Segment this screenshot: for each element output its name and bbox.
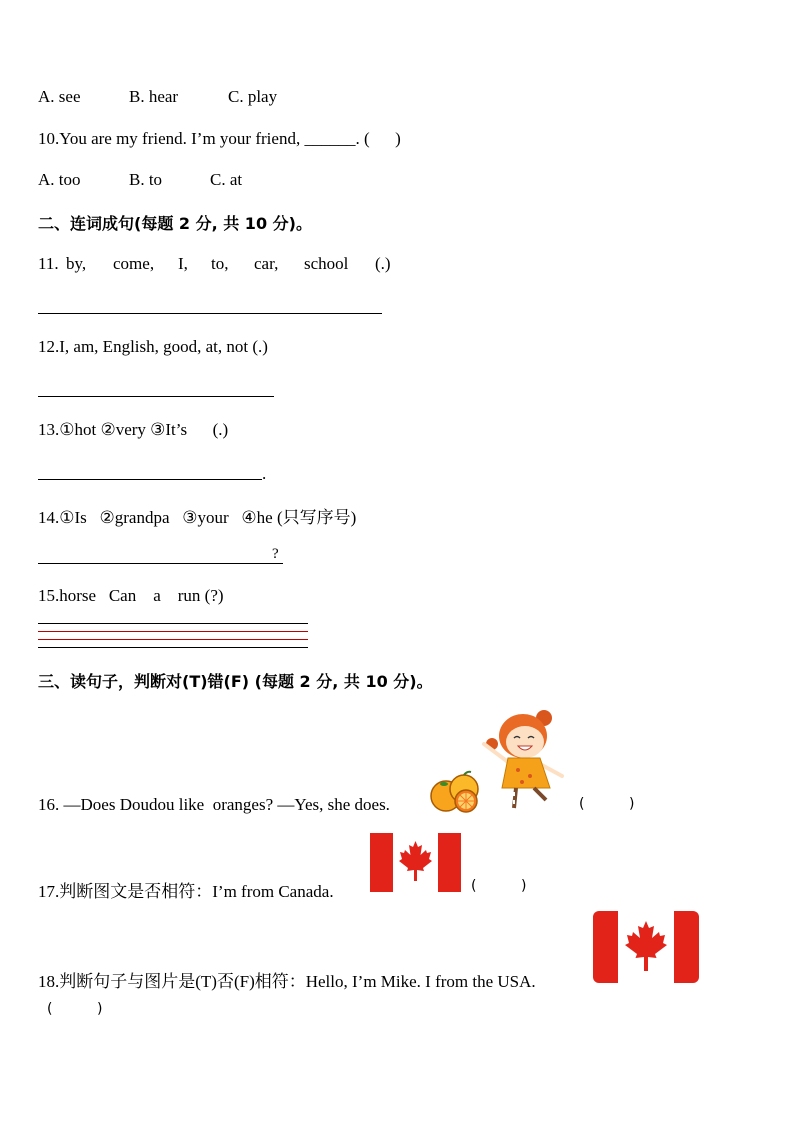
q9-option-a: A. see — [38, 87, 81, 106]
q10-option-b: B. to — [129, 170, 163, 189]
section-3-header: 三、读句子，判断对(T)错(F) (每题 2 分, 共 10 分)。 — [38, 672, 433, 691]
q13-end-punct: . — [262, 464, 267, 483]
q14-question: 14.①Is ②grandpa ③your ④he (只写序号) — [38, 508, 357, 527]
q11-word: (.) — [375, 254, 391, 273]
section-2-header: 二、连词成句(每题 2 分, 共 10 分)。 — [38, 214, 312, 233]
q14-answer-line[interactable] — [38, 563, 283, 564]
oranges-icon — [428, 770, 482, 814]
q17-question: 17.判断图文是否相符：I’m from Canada. — [38, 882, 334, 901]
q10-option-c: C. at — [210, 170, 243, 189]
q10-option-a: A. too — [38, 170, 81, 189]
writing-line — [38, 623, 308, 624]
writing-line — [38, 639, 308, 640]
q17-answer-paren[interactable]: ( ) — [471, 878, 527, 894]
q18-question: 18.判断句子与图片是(T)否(F)相符：Hello, I’m Mike. I from the USA. — [38, 972, 536, 991]
q15-question: 15.horse Can a run (?) — [38, 586, 224, 605]
q9-option-c: C. play — [228, 87, 278, 106]
writing-line — [38, 647, 308, 648]
q16-answer-paren[interactable]: ( ) — [579, 796, 635, 812]
q11-number: 11. — [38, 254, 59, 273]
q10-question: 10.You are my friend. I’m your friend, ______. ( ) — [38, 129, 401, 148]
canada-flag-icon — [370, 833, 461, 892]
q12-question: 12.I, am, English, good, at, not (.) — [38, 337, 268, 356]
q12-answer-line[interactable] — [38, 396, 274, 397]
writing-line — [38, 631, 308, 632]
q16-question: 16. —Does Doudou like oranges? —Yes, she does. — [38, 795, 390, 814]
q11-word: school — [304, 254, 349, 273]
canada-flag-icon — [593, 911, 699, 983]
q14-end-punct: ? — [272, 546, 279, 562]
q13-question: 13.①hot ②very ③It’s (.) — [38, 420, 229, 439]
q18-answer-paren[interactable]: ( ) — [47, 1001, 103, 1017]
q11-word: I, — [178, 254, 188, 273]
q11-word: come, — [113, 254, 155, 273]
q11-answer-line[interactable] — [38, 313, 382, 314]
q9-option-b: B. hear — [129, 87, 179, 106]
q11-word: by, — [66, 254, 87, 273]
q13-answer-line[interactable] — [38, 479, 262, 480]
q11-word: car, — [254, 254, 279, 273]
girl-cartoon-icon — [478, 704, 570, 812]
q11-word: to, — [211, 254, 229, 273]
